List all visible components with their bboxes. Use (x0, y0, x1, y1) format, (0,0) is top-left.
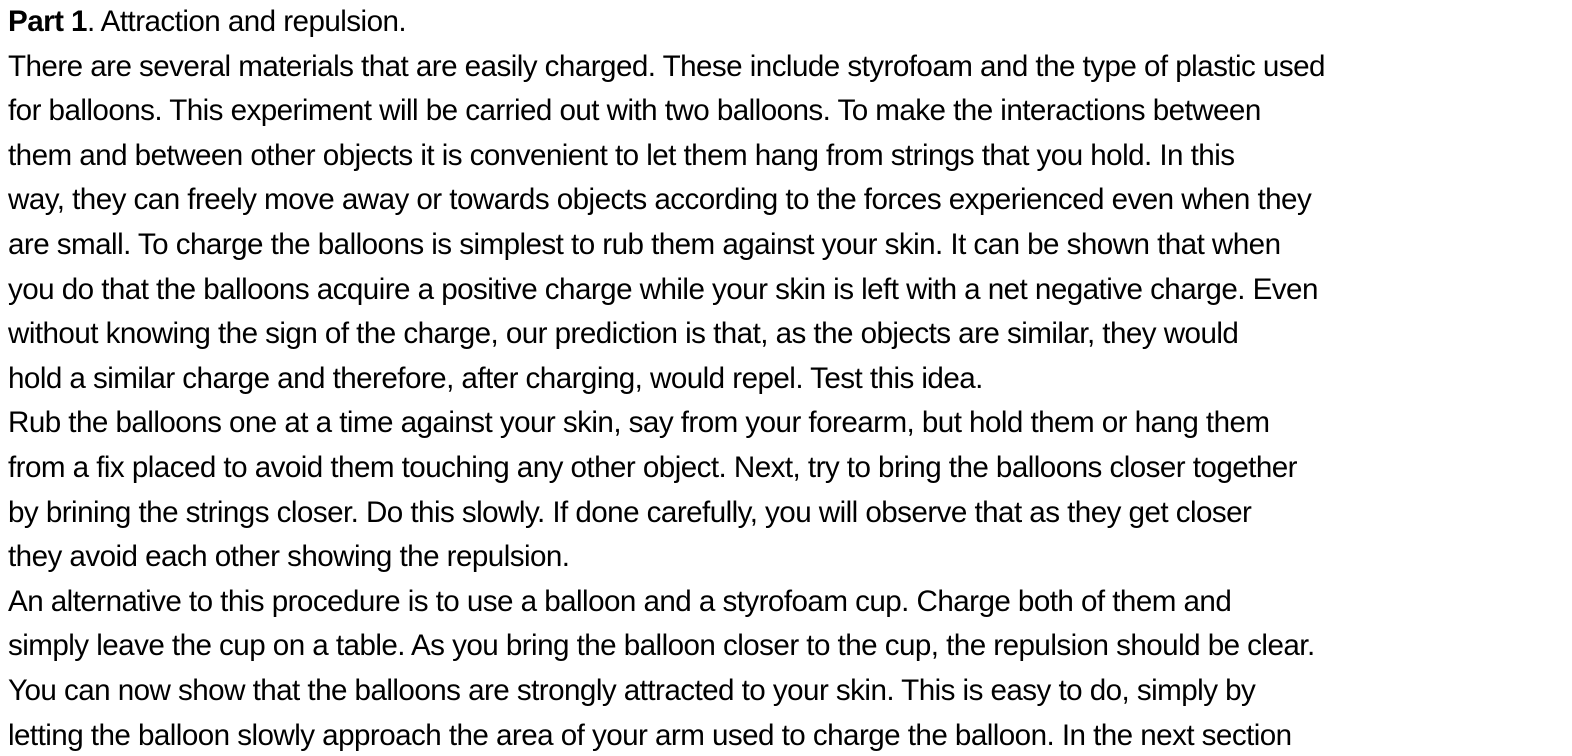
text-line-2: for balloons. This experiment will be carried out with two balloons. To make the interactions between (8, 94, 1261, 128)
text-line-8: hold a similar charge and therefore, after charging, would repel. Test this idea. (8, 361, 983, 395)
text-line-14: simply leave the cup on a table. As you bring the balloon closer to the cup, the repulsion should be clear. (8, 629, 1315, 663)
document-text (8, 0, 1568, 756)
text-line-16: letting the balloon slowly approach the area of your arm used to charge the balloon. In the next section (8, 718, 1292, 752)
text-line-6: you do that the balloons acquire a positive charge while your skin is left with a net negative charge. Even (8, 272, 1318, 306)
text-line-1: There are several materials that are easily charged. These include styrofoam and the type of plastic used (8, 49, 1325, 83)
heading-title: . Attraction and repulsion. (86, 5, 407, 38)
heading-part-label: Part 1 (8, 5, 87, 38)
text-line-7: without knowing the sign of the charge, our prediction is that, as the objects are similar, they would (8, 317, 1239, 351)
text-line-13: An alternative to this procedure is to use a balloon and a styrofoam cup. Charge both of them and (8, 584, 1232, 618)
text-line-4: way, they can freely move away or towards objects according to the forces experienced even when they (8, 183, 1312, 217)
text-line-15: You can now show that the balloons are strongly attracted to your skin. This is easy to do, simply by (8, 673, 1256, 707)
text-line-10: from a fix placed to avoid them touching any other object. Next, try to bring the balloons closer together (8, 450, 1297, 484)
text-line-3: them and between other objects it is convenient to let them hang from strings that you hold. In this (8, 138, 1235, 172)
text-line-12: they avoid each other showing the repulsion. (8, 540, 570, 574)
text-line-5: are small. To charge the balloons is simplest to rub them against your skin. It can be shown that when (8, 227, 1281, 261)
section-heading (8, 0, 1568, 45)
text-line-11: by brining the strings closer. Do this slowly. If done carefully, you will observe that as they get closer (8, 495, 1252, 529)
text-line-9: Rub the balloons one at a time against your skin, say from your forearm, but hold them or hang them (8, 406, 1270, 440)
